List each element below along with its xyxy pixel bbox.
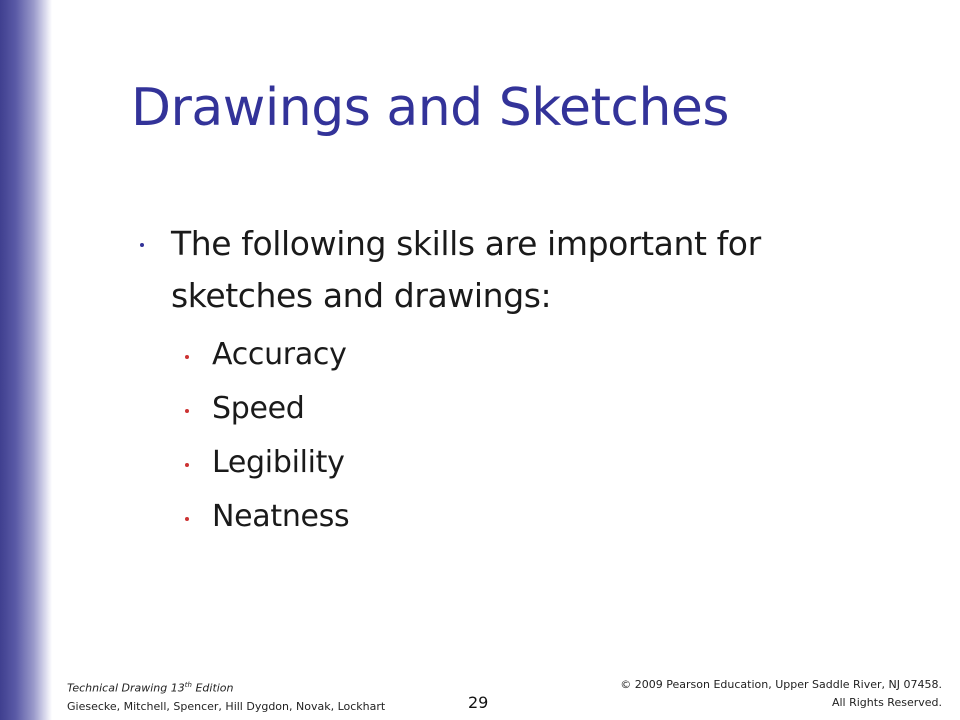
footer-book-info (67, 676, 385, 716)
list-item (212, 328, 891, 382)
list-item-text: Speed (212, 391, 305, 426)
list-item-text: Neatness (212, 499, 350, 534)
footer-book-title (67, 676, 385, 698)
footer-copyright (620, 676, 942, 712)
footer-authors: Giesecke, Mitchell, Spencer, Hill Dygdon, Novak, Lockhart (67, 699, 386, 713)
list-item (212, 436, 891, 490)
sub-bullet-dot-icon (185, 517, 189, 521)
bullet-dot-icon (140, 243, 144, 247)
list-item (212, 382, 891, 436)
skills-list (131, 328, 891, 544)
slide-title: Drawings and Sketches (131, 78, 729, 138)
main-bullet (131, 218, 891, 322)
book-edition-text: Edition (191, 681, 234, 695)
copyright-text: © 2009 Pearson Education, Upper Saddle River, NJ 07458. (620, 678, 942, 691)
rights-text: All Rights Reserved. (831, 696, 942, 709)
sub-bullet-dot-icon (185, 355, 189, 359)
edition-superscript: th (184, 681, 192, 689)
sub-bullet-dot-icon (185, 409, 189, 413)
list-item-text: Legibility (212, 445, 345, 480)
side-gradient-bar (0, 0, 52, 720)
list-item-text: Accuracy (212, 337, 347, 372)
sub-bullet-dot-icon (185, 463, 189, 467)
main-bullet-text: The following skills are important for sketches and drawings: (171, 224, 761, 315)
page-number: 29 (468, 693, 489, 712)
slide-content (131, 218, 891, 544)
book-title-text: Technical Drawing 13 (67, 681, 185, 695)
list-item (212, 490, 891, 544)
